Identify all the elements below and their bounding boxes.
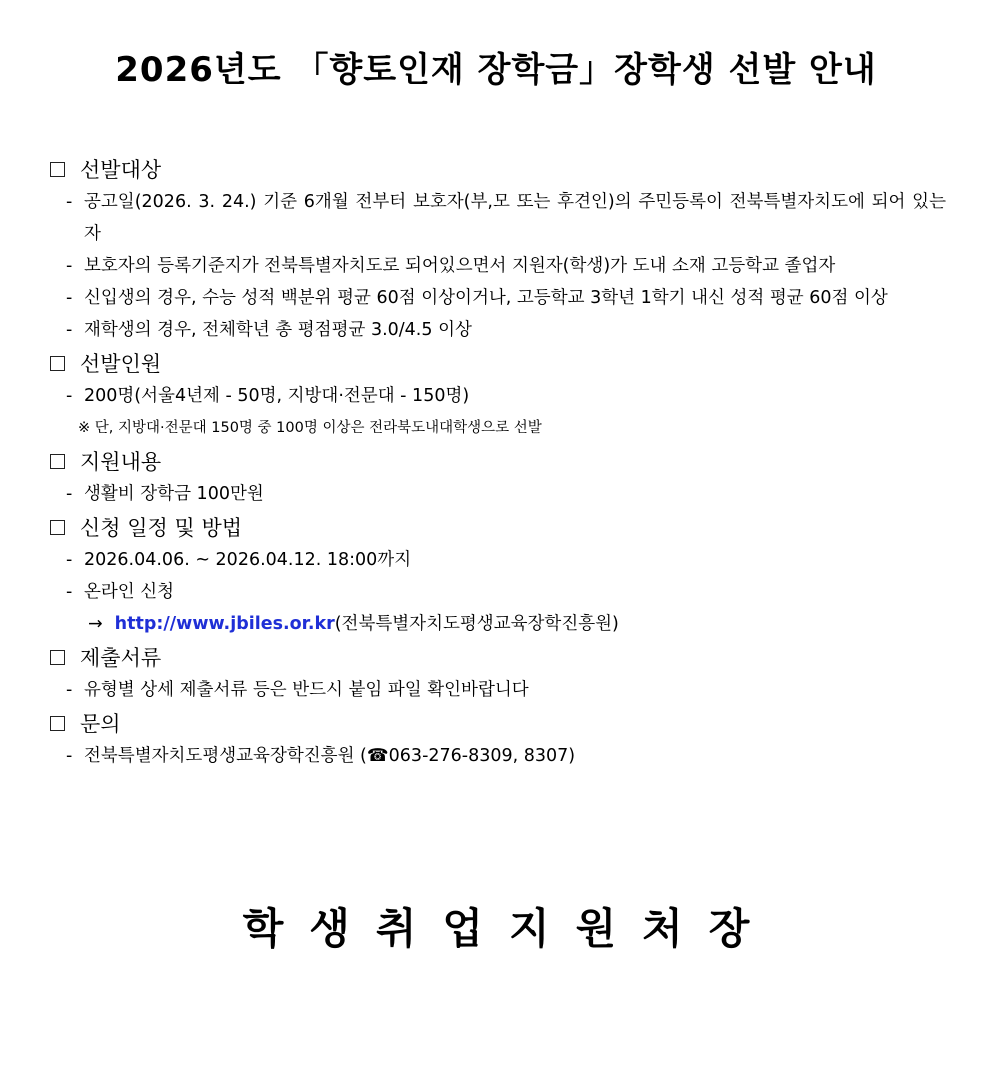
section-heading-label: 선발대상 xyxy=(80,158,162,182)
section-heading-label: 지원내용 xyxy=(80,450,162,474)
dash-bullet: - xyxy=(66,192,73,212)
dash-bullet: - xyxy=(66,680,73,700)
section-documents xyxy=(48,640,946,706)
section-heading xyxy=(48,706,946,740)
list-item-text: 신입생의 경우, 수능 성적 백분위 평균 60점 이상이거나, 고등학교 3학년 1학기 내신 성적 평균 60점 이상 xyxy=(84,288,888,308)
list-item-text: 전북특별자치도평생교육장학진흥원 (☎063-276-8309, 8307) xyxy=(84,746,576,766)
list-item xyxy=(48,674,946,706)
dash-bullet: - xyxy=(66,288,73,308)
section-quota xyxy=(48,346,946,444)
list-item xyxy=(48,478,946,510)
list-item xyxy=(48,282,946,314)
dash-bullet: - xyxy=(66,550,73,570)
list-item xyxy=(48,314,946,346)
section-inquiry xyxy=(48,706,946,772)
checkbox-square-icon xyxy=(50,520,65,535)
section-heading-label: 문의 xyxy=(80,712,121,736)
dash-bullet: - xyxy=(66,256,73,276)
list-item-text: 생활비 장학금 100만원 xyxy=(84,484,264,504)
section-schedule xyxy=(48,510,946,640)
checkbox-square-icon xyxy=(50,162,65,177)
list-item xyxy=(48,740,946,772)
list-item-text: 재학생의 경우, 전체학년 총 평점평균 3.0/4.5 이상 xyxy=(84,320,472,340)
section-heading-label: 신청 일정 및 방법 xyxy=(80,516,243,540)
dash-bullet: - xyxy=(66,582,73,602)
list-item xyxy=(48,576,946,608)
dash-bullet: - xyxy=(66,746,73,766)
list-item xyxy=(48,186,946,250)
list-item-text: 유형별 상세 제출서류 등은 반드시 붙임 파일 확인바랍니다 xyxy=(84,680,529,700)
list-item xyxy=(48,250,946,282)
notice-body xyxy=(48,152,946,772)
apply-website-link[interactable]: http://www.jbiles.or.kr xyxy=(114,614,335,634)
checkbox-square-icon xyxy=(50,454,65,469)
dash-bullet: - xyxy=(66,484,73,504)
section-heading xyxy=(48,444,946,478)
list-item-text: 200명(서울4년제 - 50명, 지방대·전문대 - 150명) xyxy=(84,386,470,406)
section-eligibility xyxy=(48,152,946,346)
checkbox-square-icon xyxy=(50,356,65,371)
section-heading xyxy=(48,152,946,186)
list-item xyxy=(48,544,946,576)
list-item-text: 온라인 신청 xyxy=(84,582,175,602)
issuer-signature: 학생취업지원처장 xyxy=(242,904,776,953)
list-item-text: 공고일(2026. 3. 24.) 기준 6개월 전부터 보호자(부,모 또는 후견인)의 주민등록이 전북특별자치도에 되어 있는 자 xyxy=(84,192,946,244)
apply-link-line xyxy=(48,608,946,640)
dash-bullet: - xyxy=(66,386,73,406)
checkbox-square-icon xyxy=(50,650,65,665)
link-suffix: (전북특별자치도평생교육장학진흥원) xyxy=(334,614,619,634)
list-item-text: 보호자의 등록기준지가 전북특별자치도로 되어있으면서 지원자(학생)가 도내 소재 고등학교 졸업자 xyxy=(84,256,836,276)
section-heading xyxy=(48,346,946,380)
list-item-text: 2026.04.06. ~ 2026.04.12. 18:00까지 xyxy=(84,550,412,570)
section-heading xyxy=(48,510,946,544)
checkbox-square-icon xyxy=(50,716,65,731)
list-item xyxy=(48,380,946,412)
quota-note: ※ 단, 지방대·전문대 150명 중 100명 이상은 전라북도내대학생으로 선발 xyxy=(78,420,542,436)
page-title: 2026년도 「향토인재 장학금」장학생 선발 안내 xyxy=(115,50,877,90)
section-support xyxy=(48,444,946,510)
section-heading-label: 선발인원 xyxy=(80,352,162,376)
arrow-right-icon: → xyxy=(88,614,103,634)
dash-bullet: - xyxy=(66,320,73,340)
section-heading-label: 제출서류 xyxy=(80,646,162,670)
section-heading xyxy=(48,640,946,674)
